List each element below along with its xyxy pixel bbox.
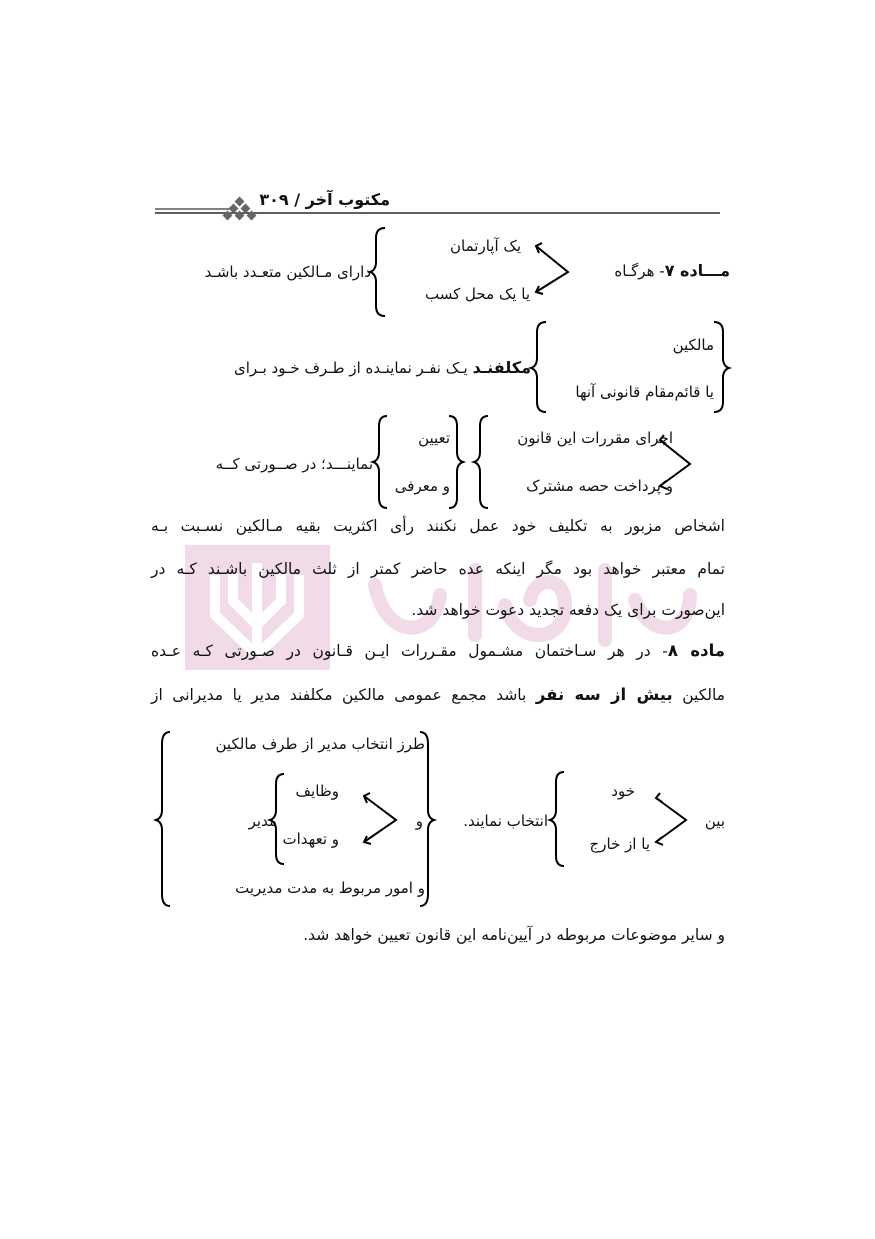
selection-option-self: خود (611, 782, 635, 800)
article8-line1-rest: - در هر سـاختمان مشـمول مقـررات ایـن قـانون در صـورتی کـه عـده (151, 642, 668, 660)
brace-apartment (370, 228, 385, 316)
brace-actions (373, 416, 387, 508)
article7-heading: مـــاده ۷ (664, 261, 730, 280)
selection-commitments: و تعهدات (282, 830, 339, 848)
article8-line-2 (151, 684, 725, 706)
brace-owners (531, 322, 546, 412)
article7-item-business: یا یک محل کسب (425, 285, 530, 303)
article8-more-than-three: بیش از سه نفر (535, 685, 673, 704)
selection-term-affairs: و امور مربوط به مدت مدیریت (235, 879, 425, 897)
closing-sentence: و سایر موضوعات مربوطه در آیین‌نامه این قانون تعیین خواهد شد. (303, 926, 725, 944)
article8-owners: مالکین (682, 686, 725, 704)
selection-method: طرز انتخاب مدیر از طرف مالکین (215, 735, 425, 753)
running-title: مکتوب آخر / ۳۰۹ (259, 190, 390, 209)
paragraph1-line-3: این‌صورت برای یک دفعه تجدید دعوت خواهد شد. (411, 601, 725, 619)
selection-duties: وظایف (295, 782, 339, 800)
obligated-line (234, 358, 531, 378)
brace-owners-right (714, 322, 729, 412)
article8-heading: ماده ۸ (667, 641, 725, 660)
obligated-item-owners: مالکین (672, 336, 714, 354)
purpose-item-enforce: اجرای مقررات این قانون (517, 429, 673, 447)
selection-and: و (415, 812, 423, 830)
article7-lead: - هرگـاه (614, 262, 665, 280)
obligated-item-deputy: یا قائم‌مقام قانونی آنها (575, 383, 714, 401)
selection-elect: انتخاب نمایند. (463, 812, 548, 830)
article8-line2-rest: باشد مجمع عمومی مالکین مکلفند مدیر یا مدیرانی از (151, 686, 527, 704)
chevron-icon (364, 796, 396, 842)
article7-item-apartment: یک آپارتمان (450, 237, 521, 255)
paragraph1-line-2: تمام معتبر خواهد بود مگر اینکه عده حاضر کمتر از ثلث مالکین باشـند کـه در (151, 560, 725, 578)
purpose-item-pay: و پرداخت حصه مشترک (526, 477, 673, 495)
purpose-action-introduce: و معرفی (394, 477, 450, 495)
selection-option-external: یا از خارج (589, 835, 650, 853)
chevron-icon (536, 246, 568, 292)
article8-line-1 (151, 640, 725, 662)
chevron-icon (656, 798, 686, 842)
brace-big-left (156, 732, 170, 906)
purpose-action-appoint: تعیین (418, 429, 450, 447)
obligated-text: یـک نفـر نماینـده از طـرف خـود بـرای (234, 359, 468, 377)
selection-between: بین (704, 812, 725, 830)
purposes-tail: نماینـــد؛ در صــورتی کــه (215, 455, 373, 473)
brace-actions-right (449, 416, 463, 508)
brace-purposes (474, 416, 488, 508)
selection-manager: مدیر (248, 812, 277, 830)
obligated-heading: مکلفنـد (472, 358, 531, 377)
paragraph1-line-1: اشخاص مزبور به تکلیف خود عمل نکنند رأی اکثریت بقیه مـالکین نسـبت بـه (151, 517, 725, 535)
brace-self-external (550, 772, 564, 866)
article7-tail: دارای مـالکین متعـدد باشـد (204, 263, 371, 281)
article7-line (614, 261, 730, 281)
